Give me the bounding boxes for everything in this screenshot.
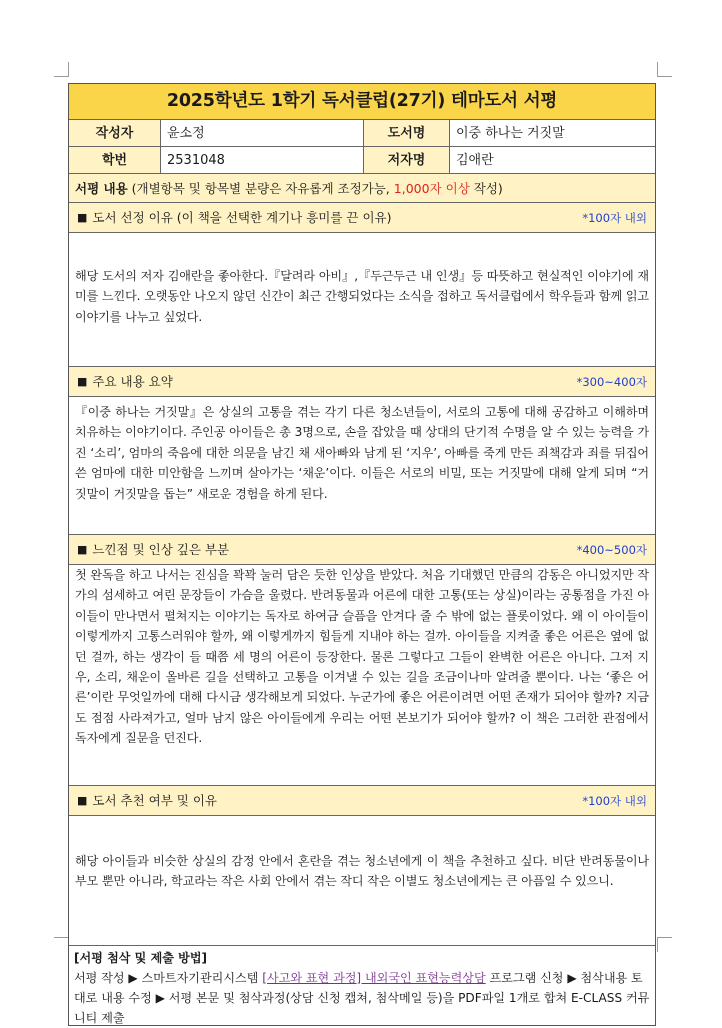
submission-step-rest: 프로그램 신청 ▶ 첨삭내용 토대로 내용 수정 ▶ 서평 본문 및 첨삭과정(상담 신청 캡쳐, 첨삭메일 등)을 PDF파일 1개로 합쳐 E-CLASS 커뮤니티 제출 <box>74 971 650 1025</box>
review-header-label: 서평 내용 <box>75 181 128 196</box>
section-length-limit: *300~400자 <box>576 375 647 389</box>
submission-heading: [서평 첨삭 및 제출 방법] <box>74 951 208 965</box>
submission-instructions <box>69 945 655 1025</box>
section-header-selection <box>69 202 655 232</box>
page-title: 2025학년도 1학기 독서클럽(27기) 테마도서 서평 <box>69 84 655 119</box>
section-length-limit: *400~500자 <box>576 543 647 557</box>
section-body-selection: 해당 도서의 저자 김애란을 좋아한다.『달려라 아비』,『두근두근 내 인생』등 따뜻하고 현실적인 이야기에 재미를 느낀다. 오랫동안 나오지 않던 신간이 최근 간행되었다는 소식을 접하고 독서클럽에서 학우들과 함께 읽고 이야기를 나누고 싶었다. <box>69 232 655 366</box>
crop-mark-top-right <box>657 62 672 77</box>
book-title-label: 도서명 <box>364 120 450 146</box>
section-header-summary <box>69 366 655 396</box>
section-header-recommendation <box>69 785 655 815</box>
crop-mark-top-left <box>54 62 69 77</box>
counseling-program-link[interactable]: [사고와 표현 과정] 내외국인 표현능력상담 <box>262 971 486 985</box>
section-length-limit: *100자 내외 <box>582 794 647 808</box>
book-author-label: 저자명 <box>364 147 450 173</box>
review-form <box>68 83 656 1026</box>
student-id-label: 학번 <box>69 147 161 173</box>
square-bullet-icon: ■ <box>77 794 88 807</box>
section-length-limit: *100자 내외 <box>582 211 647 225</box>
section-header-impressions <box>69 534 655 564</box>
book-title-value: 이중 하나는 거짓말 <box>456 126 565 141</box>
student-id-value: 2531048 <box>161 147 364 173</box>
section-title: 주요 내용 요약 <box>92 374 173 389</box>
section-body-impressions: 첫 완독을 하고 나서는 진심을 꽉꽉 눌러 담은 듯한 인상을 받았다. 처음 기대했던 만큼의 감동은 아니었지만 작가의 섬세하고 여린 문장들이 가슴을 울렸다. 반려동물과 어른에 대한 고통(또는 상실)이라는 공통점을 가진 아이들이 만나면서 펼쳐지는 이야기는 독자로 하여금 슬픔을 안겨다 줄 수 밖에 없는 플롯이었다. 왜 이 아이들이 이렇게까지 고통스러워야 할까, 왜 이렇게까지 힘들게 지내야 하는 걸까. 아이들을 지켜줄 좋은 어른은 옆에 없던 걸까, 하는 생각이 들 때쯤 세 명의 어른이 등장한다. 물론 그렇다고 그들이 완벽한 어른은 아니다. 그저 지우, 소리, 채운이 올바른 길을 선택하고 고통을 이겨낼 수 있는 길을 조금이나마 알려줄 뿐이다. 나는 ‘좋은 어른’이란 무엇일까에 대해 다시금 생각해보게 되었다. 누군가에 좋은 어른이려면 어떤 존재가 되어야 할까? 지금도 점점 사라져가고, 얼마 남지 않은 아이들에게 우리는 어떤 본보기가 되어야 할까? 이 책은 그러한 관점에서 독자에게 질문을 던진다. <box>69 564 655 785</box>
section-body-recommendation: 해당 아이들과 비슷한 상실의 감정 안에서 혼란을 겪는 청소년에게 이 책을 추천하고 싶다. 비단 반려동물이나 부모 뿐만 아니라, 학교라는 작은 사회 안에서 겪는 작디 작은 이별도 청소년에게는 큰 아픔일 수 있으니. <box>69 815 655 945</box>
square-bullet-icon: ■ <box>77 543 88 556</box>
book-author-value: 김애란 <box>456 153 494 168</box>
submission-step-start: 서평 작성 ▶ 스마트자기관리시스템 <box>74 971 259 985</box>
review-header-note: (개별항목 및 항목별 분량은 자유롭게 조정가능, <box>131 181 390 196</box>
square-bullet-icon: ■ <box>77 211 88 224</box>
crop-mark-bottom-left <box>54 937 69 952</box>
review-header <box>69 173 655 202</box>
section-title: 도서 추천 여부 및 이유 <box>92 793 217 808</box>
section-title: 느낀점 및 인상 깊은 부분 <box>92 542 230 557</box>
review-header-note-end: 작성) <box>473 181 503 196</box>
section-title: 도서 선정 이유 (이 책을 선택한 계기나 흥미를 끈 이유) <box>92 210 392 225</box>
section-body-summary: 『이중 하나는 거짓말』은 상실의 고통을 겪는 각기 다른 청소년들이, 서로의 고통에 대해 공감하고 이해하며 치유하는 이야기이다. 주인공 아이들은 총 3명으로, 손을 잡았을 때 상대의 단기적 수명을 알 수 있는 능력을 가진 ‘소리’, 엄마의 죽음에 대한 의문을 남긴 채 새아빠와 남게 된 ‘지우’, 아빠를 죽게 만든 죄책감과 죄를 뒤집어쓴 엄마에 대한 미안함을 느끼며 살아가는 ‘채운’이다. 이들은 서로의 비밀, 또는 거짓말에 대해 알게 되며 “거짓말이 거짓말을 돕는” 새로운 경험을 하게 된다. <box>69 396 655 534</box>
crop-mark-bottom-right <box>657 937 672 952</box>
submission-text <box>74 968 650 1028</box>
square-bullet-icon: ■ <box>77 375 88 388</box>
info-row-2 <box>69 146 655 173</box>
review-header-min-length: 1,000자 이상 <box>393 181 470 196</box>
info-row-1 <box>69 119 655 146</box>
author-value: 윤소정 <box>161 120 364 146</box>
author-label: 작성자 <box>69 120 161 146</box>
